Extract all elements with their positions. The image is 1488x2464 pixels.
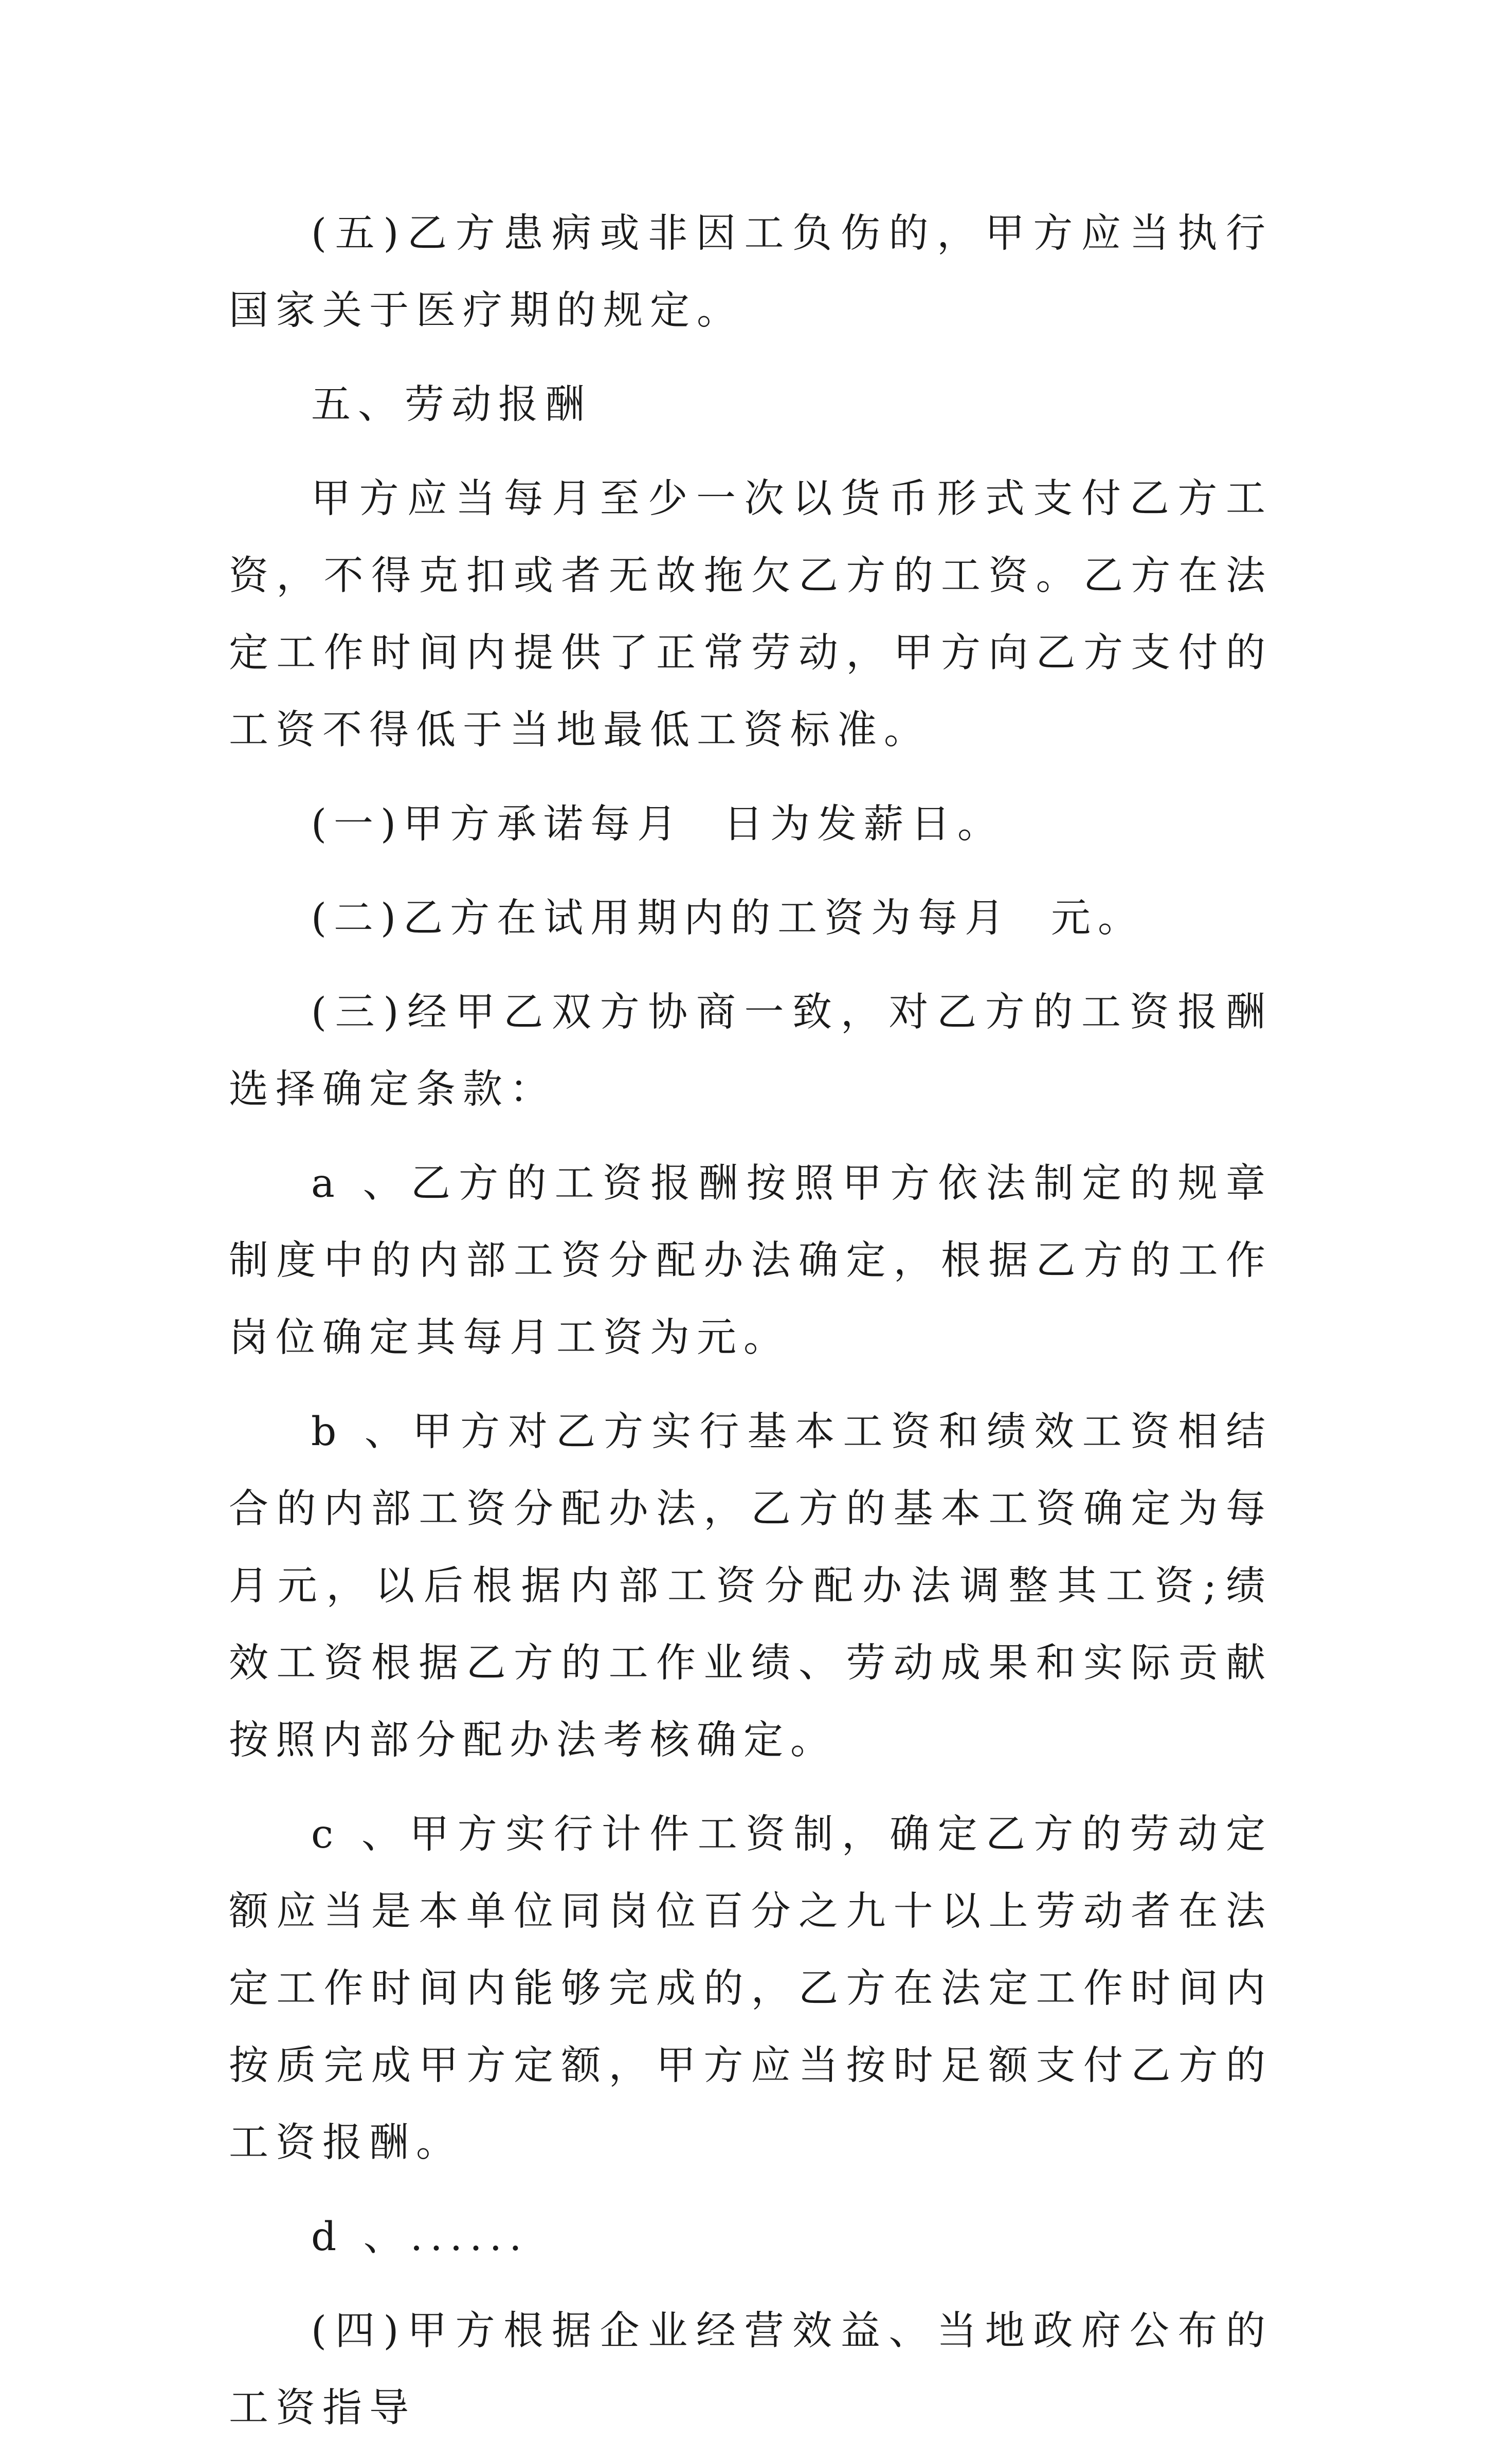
paragraph-wage-payment: 甲方应当每月至少一次以货币形式支付乙方工资，不得克扣或者无故拖欠乙方的工资。乙方在法定工作时间内提供了正常劳动，甲方向乙方支付的工资不得低于当地最低工资标准。 (229, 476, 1273, 753)
document-body (229, 195, 1273, 2464)
paragraph-option-d: d 、...... (311, 2214, 529, 2260)
paragraph-wage-adjustment: (四)甲方根据企业经营效益、当地政府公布的工资指导 (229, 2308, 1273, 2431)
paragraph-medical-leave: (五)乙方患病或非因工负伤的，甲方应当执行国家关于医疗期的规定。 (229, 211, 1273, 334)
paragraph-option-a: a 、乙方的工资报酬按照甲方依法制定的规章制度中的内部工资分配办法确定，根据乙方的工作岗位确定其每月工资为元。 (229, 1161, 1273, 1361)
paragraph-wage-clause-selection: (三)经甲乙双方协商一致，对乙方的工资报酬选择确定条款： (229, 990, 1273, 1112)
paragraph-payday: (一)甲方承诺每月 日为发薪日。 (311, 801, 1005, 847)
section-heading-labor-remuneration: 五、劳动报酬 (311, 382, 592, 428)
paragraph-option-b: b 、甲方对乙方实行基本工资和绩效工资相结合的内部工资分配办法，乙方的基本工资确定为每月元，以后根据内部工资分配办法调整其工资;绩效工资根据乙方的工作业绩、劳动成果和实际贡献按照内部分配办法考核确定。 (229, 1409, 1273, 1763)
paragraph-option-c: c 、甲方实行计件工资制，确定乙方的劳动定额应当是本单位同岗位百分之九十以上劳动者在法定工作时间内能够完成的，乙方在法定工作时间内按质完成甲方定额，甲方应当按时足额支付乙方的工资报酬。 (229, 1812, 1273, 2166)
paragraph-probation-wage: (二)乙方在试用期内的工资为每月 元。 (311, 896, 1145, 941)
